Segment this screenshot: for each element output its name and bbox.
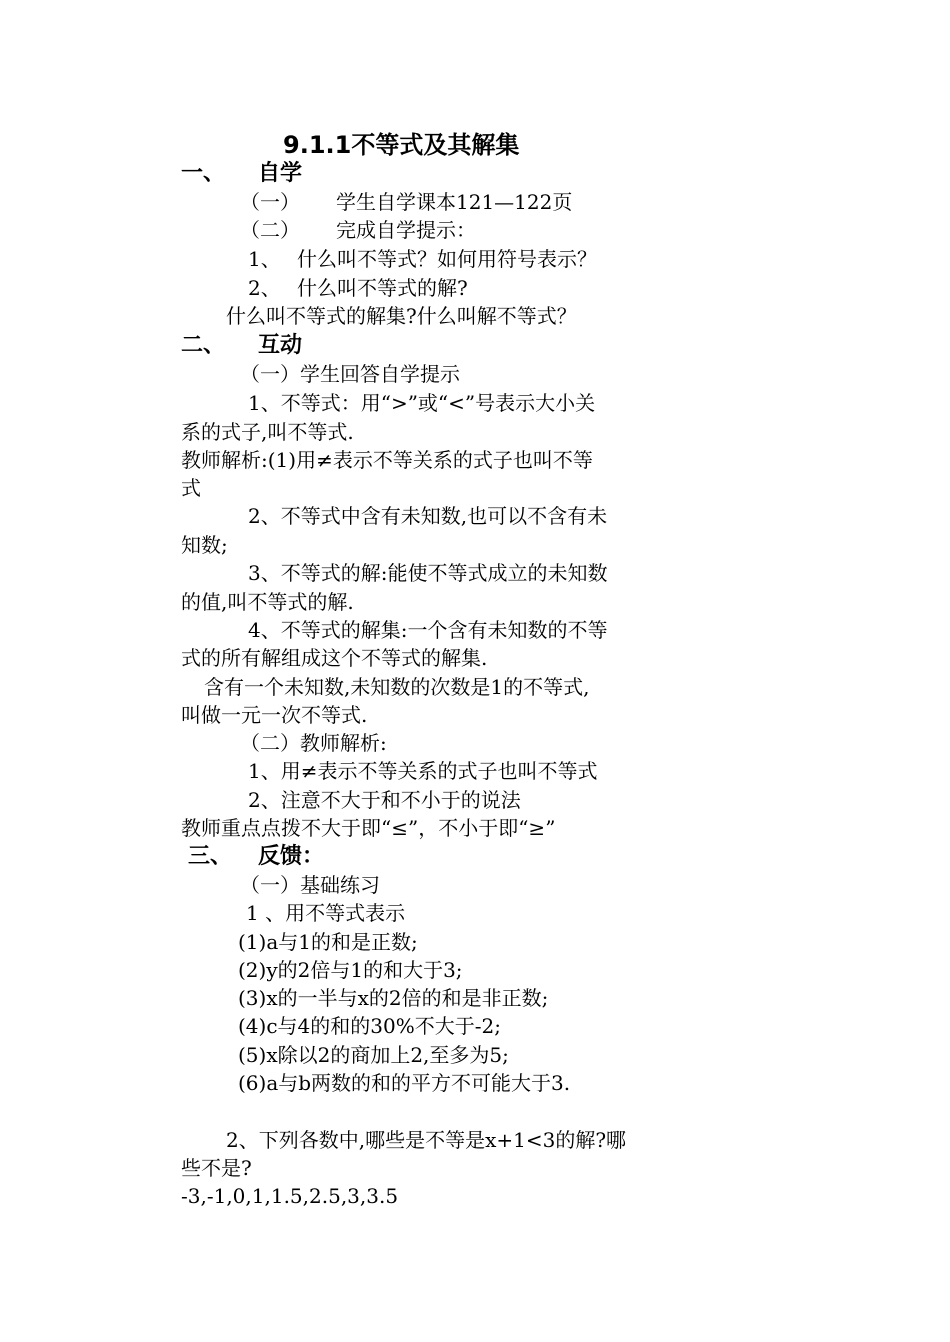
paragraph-line: 式	[181, 476, 201, 500]
section-2-subheading-2: （二）教师解析:	[240, 731, 387, 755]
section-3-subheading-1: （一）基础练习	[240, 873, 380, 897]
paragraph-line: 知数;	[181, 533, 228, 557]
exercise-2-numbers: -3,-1,0,1,1.5,2.5,3,3.5	[181, 1184, 399, 1208]
section-1-item-1-text: 学生自学课本121—122页	[336, 190, 573, 214]
paragraph-line: 2、不等式中含有未知数,也可以不含有未	[248, 504, 608, 528]
paragraph-line: 1、用≠表示不等关系的式子也叫不等式	[248, 759, 598, 783]
paragraph-line: 式的所有解组成这个不等式的解集.	[181, 646, 488, 670]
exercise-2-prompt-line-1: 2、下列各数中,哪些是不等是x+1<3的解?哪	[226, 1128, 627, 1152]
section-1-question-3: 什么叫不等式的解集?什么叫解不等式？	[226, 304, 577, 328]
paragraph-line: 含有一个未知数,未知数的次数是1的不等式,	[204, 675, 590, 699]
exercise-2-prompt-line-2: 些不是?	[181, 1156, 252, 1180]
paragraph-line: 3、不等式的解:能使不等式成立的未知数	[248, 561, 608, 585]
section-1-question-1-text: 什么叫不等式？如何用符号表示？	[297, 247, 597, 271]
paragraph-line: 1、不等式：用“>”或“<”号表示大小关	[248, 391, 596, 415]
section-1-question-2-text: 什么叫不等式的解?	[297, 276, 468, 300]
section-1-item-2-text: 完成自学提示：	[336, 218, 476, 242]
section-1-number: 一、	[181, 161, 226, 186]
section-2-number: 二、	[181, 333, 226, 358]
exercise-1-prompt: 1 、用不等式表示	[246, 901, 406, 925]
paragraph-line: 教师重点点拨不大于即“≤”，不小于即“≥”	[181, 816, 556, 840]
exercise-item: (5)x除以2的商加上2,至多为5;	[238, 1043, 509, 1067]
section-1-heading: 自学	[258, 161, 303, 186]
paragraph-line: 系的式子,叫不等式.	[181, 420, 354, 444]
paragraph-line: 的值,叫不等式的解.	[181, 590, 354, 614]
exercise-item: (6)a与b两数的和的平方不可能大于3.	[238, 1071, 571, 1095]
exercise-item: (1)a与1的和是正数;	[238, 930, 418, 954]
paragraph-line: 4、不等式的解集:一个含有未知数的不等	[248, 618, 608, 642]
section-1-question-2-mark: 2、	[248, 276, 281, 300]
section-3-heading: 反馈：	[258, 844, 325, 869]
paragraph-line: 教师解析:(1)用≠表示不等关系的式子也叫不等	[181, 448, 593, 472]
exercise-item: (2)y的2倍与1的和大于3;	[238, 958, 463, 982]
paragraph-line: 2、注意不大于和不小于的说法	[248, 788, 521, 812]
section-2-subheading-1: （一）学生回答自学提示	[240, 362, 460, 386]
section-2-heading: 互动	[258, 333, 303, 358]
section-1-question-1-mark: 1、	[248, 247, 281, 271]
section-1-item-1-mark: （一）	[240, 190, 300, 214]
section-3-number: 三、	[188, 844, 233, 869]
paragraph-line: 叫做一元一次不等式.	[181, 703, 368, 727]
exercise-item: (3)x的一半与x的2倍的和是非正数;	[238, 986, 549, 1010]
exercise-item: (4)c与4的和的30%不大于-2;	[238, 1014, 501, 1038]
section-1-item-2-mark: （二）	[240, 218, 300, 242]
page-title: 9.1.1不等式及其解集	[283, 131, 520, 159]
